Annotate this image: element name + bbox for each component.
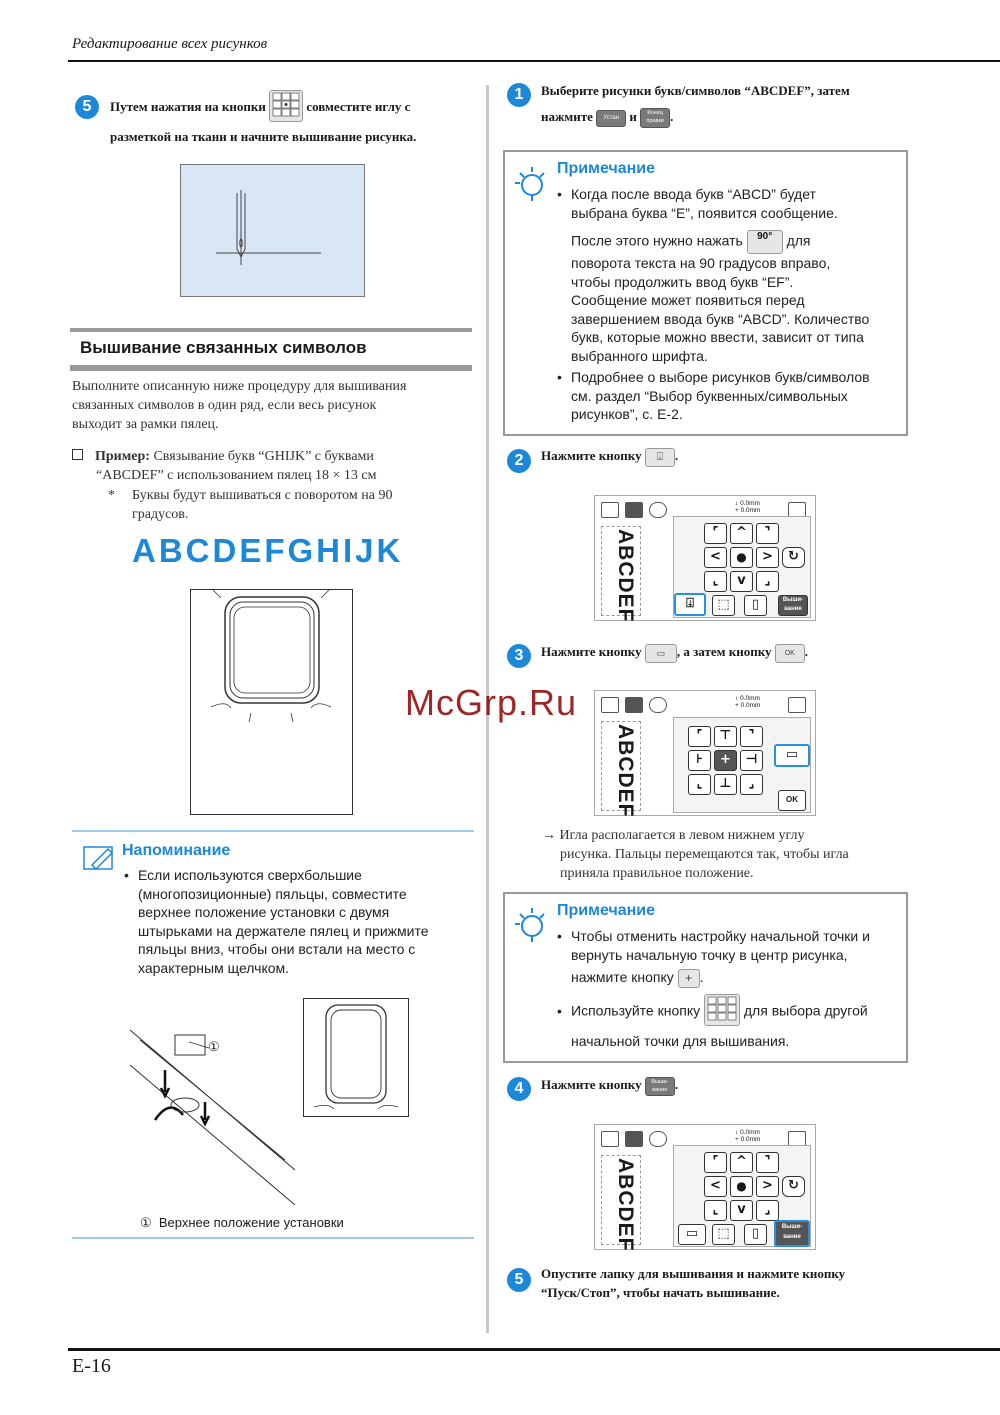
frame-button[interactable]: ▯ [744, 595, 767, 616]
start-point-panel [673, 717, 811, 813]
set-start-button[interactable]: ▭ [774, 744, 810, 767]
figure-caption: ① Верхнее положение установки [140, 1215, 344, 1230]
section-header: Редактирование всех рисунков [72, 36, 268, 52]
step-badge: 5 [507, 1268, 531, 1292]
abc-sample: ABCDEFGHIJK [132, 532, 404, 569]
set-button[interactable]: Устан [596, 110, 626, 127]
start-point-button[interactable]: ⍗ [674, 593, 706, 616]
needle-position-grid-icon[interactable] [269, 90, 303, 122]
move-up-button[interactable]: ^ [730, 523, 753, 544]
size-readout: ↕ 0.0mm + 0.0mm [735, 1129, 761, 1143]
end-edit-button[interactable]: Конец правки [640, 108, 670, 128]
start-bottom-button[interactable]: ⊥ [714, 774, 737, 795]
lcd-screen-2 [594, 690, 816, 816]
set-start-button-icon[interactable]: ▭ [645, 644, 677, 663]
note2-text: • Чтобы отменить настройку начальной точки и вернуть начальную точку в центр рисунка, нажмите кнопку + . • Используйте кнопку для выбора другой начальной точки для вышивания. [557, 928, 870, 1049]
move-down-right-button[interactable]: ⌟ [756, 1200, 779, 1221]
move-panel [673, 1145, 811, 1247]
trial-button[interactable]: ⬚ [712, 1224, 735, 1245]
lcd-screen-3 [594, 1124, 816, 1250]
start-left-button[interactable]: ⊦ [688, 750, 711, 771]
pattern-letters: ABCDEF [614, 1158, 637, 1252]
lcd-screen-1 [594, 495, 816, 621]
thread-icon[interactable] [625, 502, 643, 518]
step-badge: 4 [507, 1077, 531, 1101]
spool-icon[interactable] [649, 697, 667, 713]
move-down-button[interactable]: v [730, 1200, 753, 1221]
move-down-left-button[interactable]: ⌞ [704, 1200, 727, 1221]
pattern-preview [601, 1155, 641, 1252]
note2-title: Примечание [557, 902, 656, 919]
move-right-button[interactable]: > [756, 1176, 779, 1197]
spool-icon[interactable] [649, 502, 667, 518]
move-down-button[interactable]: v [730, 571, 753, 592]
memo-icon [82, 845, 116, 871]
right-step2-text: Нажмите кнопку ⍗ . [541, 443, 678, 469]
move-left-button[interactable]: < [704, 547, 727, 568]
start-top-button[interactable]: ⊤ [714, 726, 737, 747]
rotate-button[interactable]: ↻ [782, 1176, 805, 1197]
move-center-button[interactable]: ● [730, 547, 753, 568]
size-readout: ↕ 0.0mm + 0.0mm [735, 500, 761, 514]
size-readout: ↕ 0.0mm + 0.0mm [735, 695, 761, 709]
start-point-button-icon[interactable]: ⍗ [645, 448, 675, 467]
embroider-button[interactable]: Выши- вание [778, 595, 808, 616]
mode-icon[interactable] [601, 502, 619, 518]
step-badge: 2 [507, 449, 531, 473]
step-badge: 5 [75, 95, 99, 119]
start-point-button[interactable]: ▭ [678, 1224, 706, 1245]
reminder-text: • Если используются сверхбольшие (многопозиционные) пяльцы, совместите верхнее положение установки с двумя штырьками на держателе пялец и прижмите пяльцы вниз, чтобы они встали на место с характерным щелчком. [124, 867, 429, 976]
thread-icon[interactable] [625, 1131, 643, 1147]
right-step4-text: Нажмите кнопку Выши- вание . [541, 1072, 678, 1098]
step-badge: 3 [507, 644, 531, 668]
note1-title: Примечание [557, 160, 656, 177]
lightbulb-icon [512, 163, 550, 203]
move-up-right-button[interactable]: ⌝ [756, 1152, 779, 1173]
section-heading-box [70, 328, 472, 371]
frame-button[interactable]: ▯ [744, 1224, 767, 1245]
example-block: Пример: Связывание букв “GHIJK” с буквами “ABCDEF” с использованием пялец 18 × 13 см * Буквы будут вышиваться с поворотом на 90 градусов. [72, 447, 482, 524]
start-top-right-button[interactable]: ⌝ [740, 726, 763, 747]
start-point-grid-button[interactable] [704, 994, 740, 1026]
ok-button[interactable]: OK [778, 790, 806, 811]
trial-button[interactable]: ⬚ [712, 595, 735, 616]
watermark: McGrp.Ru [405, 682, 578, 723]
footer-rule [68, 1348, 1000, 1351]
page-number: E-16 [72, 1355, 111, 1377]
thread-icon[interactable] [625, 697, 643, 713]
move-down-right-button[interactable]: ⌟ [756, 571, 779, 592]
mode-icon[interactable] [601, 1131, 619, 1147]
move-panel [673, 516, 811, 618]
move-right-button[interactable]: > [756, 547, 779, 568]
rotate-90-button[interactable]: 90° [747, 230, 783, 254]
reminder-title: Напоминание [122, 842, 231, 859]
start-bottom-right-button[interactable]: ⌟ [740, 774, 763, 795]
move-center-button[interactable]: ● [730, 1176, 753, 1197]
hoop-illustration [190, 589, 353, 815]
left-step5-text: Путем нажатия на кнопки совместите иглу с разметкой на ткани и начните вышивание рисунка. [110, 92, 480, 150]
hoop-small-illustration [303, 998, 409, 1117]
move-up-right-button[interactable]: ⌝ [756, 523, 779, 544]
ok-button-icon[interactable]: OK [775, 644, 805, 663]
lightbulb-icon [512, 904, 550, 944]
pattern-preview [601, 526, 641, 623]
move-up-left-button[interactable]: ⌜ [704, 523, 727, 544]
center-plus-button[interactable]: + [678, 969, 700, 988]
pattern-letters: ABCDEF [614, 724, 637, 818]
settings-icon[interactable] [788, 697, 806, 713]
section-heading: Вышивание связанных символов [80, 338, 367, 357]
start-bottom-left-button[interactable]: ⌞ [688, 774, 711, 795]
spool-icon[interactable] [649, 1131, 667, 1147]
start-right-button[interactable]: ⊣ [740, 750, 763, 771]
start-top-left-button[interactable]: ⌜ [688, 726, 711, 747]
callout-number: ① [208, 1039, 220, 1054]
embroider-button[interactable]: Выши- вание [774, 1220, 810, 1247]
start-center-button[interactable]: + [714, 750, 737, 771]
right-step5-text: Опустите лапку для вышивания и нажмите кнопку “Пуск/Стоп”, чтобы начать вышивание. [541, 1266, 846, 1300]
right-step1-text: Выберите рисунки букв/символов “ABCDEF”, затем нажмите Устан и Конец правки . [541, 78, 921, 130]
embroider-button-icon[interactable]: Выши- вание [645, 1077, 675, 1096]
move-down-left-button[interactable]: ⌞ [704, 571, 727, 592]
checkbox-icon [72, 449, 83, 460]
pattern-preview [601, 721, 641, 818]
right-step3-text: Нажмите кнопку ▭ , а затем кнопку OK . [541, 639, 808, 665]
fabric-needle-illustration [180, 164, 365, 297]
move-up-button[interactable]: ^ [730, 1152, 753, 1173]
intro-paragraph: Выполните описанную ниже процедуру для вышивания связанных символов в один ряд, если весь рисунок выходит за рамки пялец. [72, 379, 407, 432]
move-left-button[interactable]: < [704, 1176, 727, 1197]
step3-result: → Игла располагается в левом нижнем углу рисунка. Пальцы перемещаются так, чтобы игла приняла правильное положение. [542, 828, 849, 881]
move-up-left-button[interactable]: ⌜ [704, 1152, 727, 1173]
pattern-letters: ABCDEF [614, 529, 637, 623]
mode-icon[interactable] [601, 697, 619, 713]
note1-text: • Когда после ввода букв “ABCD” будет выбрана буква “E”, появится сообщение. После этого нужно нажать 90° для поворота текста на 90 градусов вправо, чтобы продолжить ввод букв “EF”. Сообщение может появиться перед завершением ввода букв “ABCD”. Количество букв, которые можно ввести, зависит от типа выбранного шрифта. • Подробнее о выборе рисунков букв/символов см. раздел “Выбор буквенных/символьных рисунков”, с. E-2. [557, 186, 870, 422]
step-badge: 1 [507, 83, 531, 107]
header-rule [68, 60, 1000, 62]
rotate-button[interactable]: ↻ [782, 547, 805, 568]
